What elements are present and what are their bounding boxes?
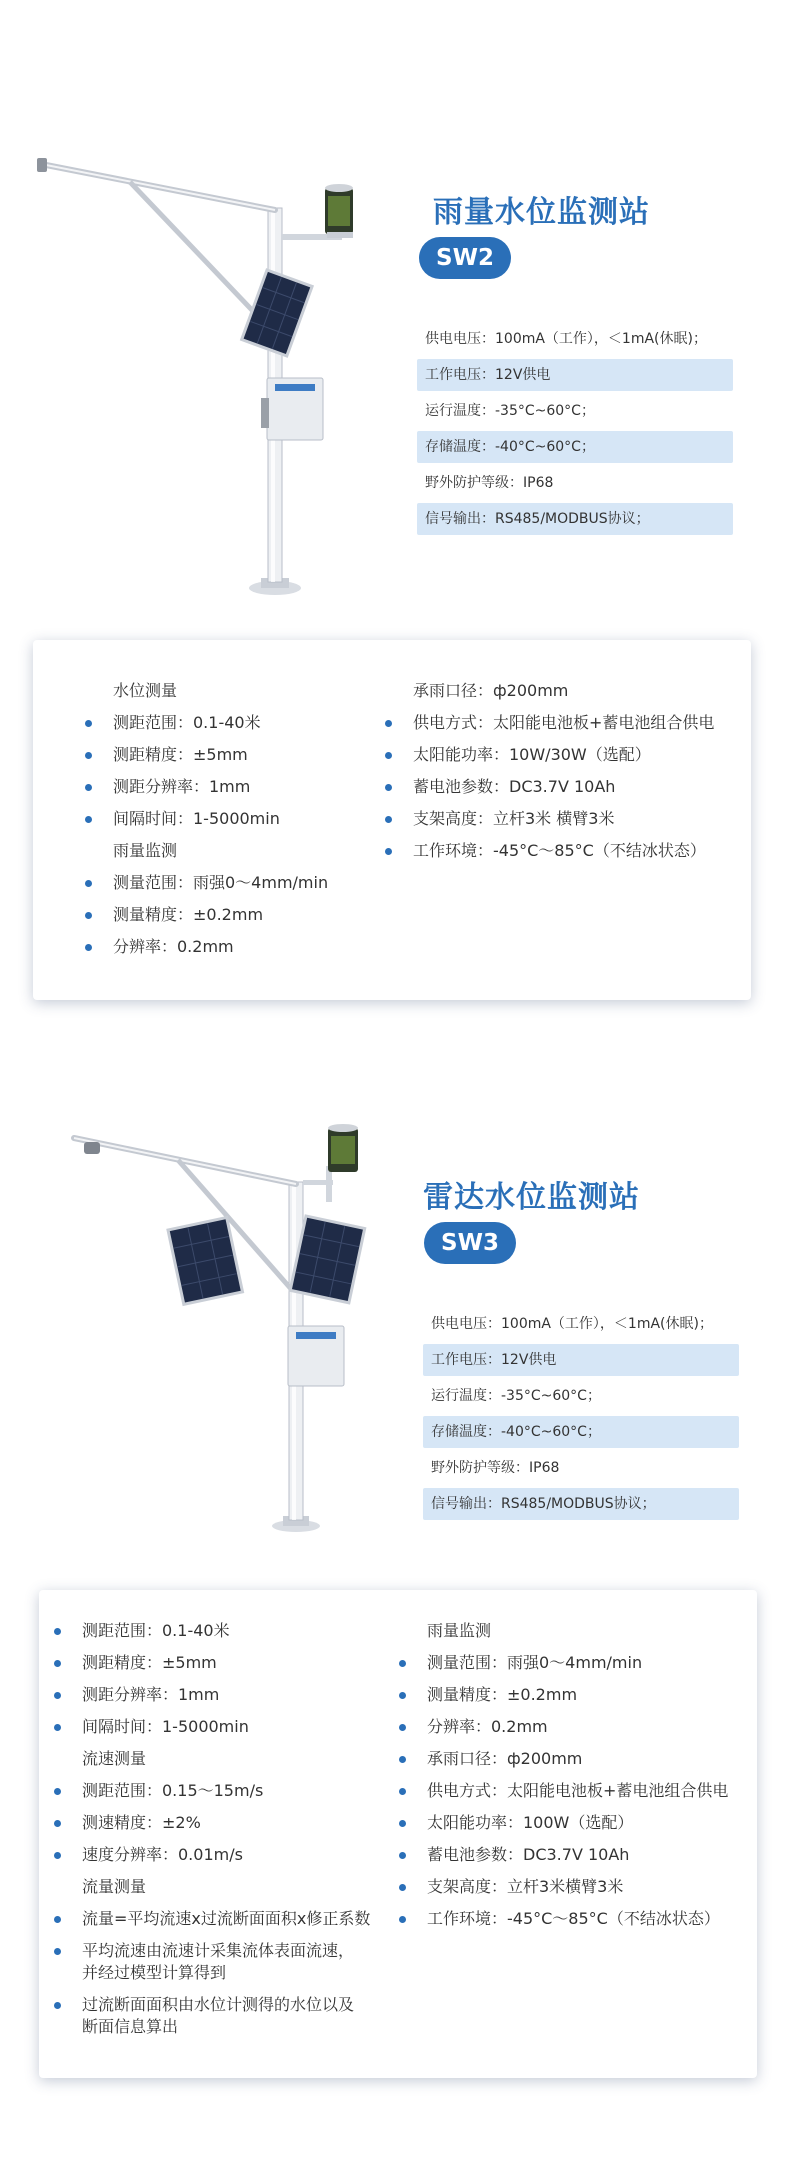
spec-signal-output: 信号输出：RS485/MODBUS协议； <box>417 503 733 535</box>
param-item: 工作环境：-45°C～85°C（不结冰状态） <box>385 840 745 862</box>
param-item: 测距精度：±5mm <box>85 744 395 766</box>
section-heading-rainfall: 雨量监测 <box>113 841 178 860</box>
param-item: 间隔时间：1-5000min <box>85 808 395 830</box>
param-item: 太阳能功率：100W（选配） <box>399 1812 755 1834</box>
spec-protection-level: 野外防护等级：IP68 <box>431 1460 560 1476</box>
param-item: 测量范围：雨强0～4mm/min <box>85 872 395 894</box>
param-item: 测距分辨率：1mm <box>54 1684 394 1706</box>
rain-water-level-station-illustration <box>35 140 355 600</box>
param-item: 平均流速由流速计采集流体表面流速， 并经过模型计算得到 <box>54 1940 394 1984</box>
param-item: 测量精度：±0.2mm <box>85 904 395 926</box>
param-item: 支架高度：立杆3米 横臂3米 <box>385 808 745 830</box>
param-item: 测距范围：0.1-40米 <box>54 1620 394 1642</box>
param-item: 分辨率：0.2mm <box>85 936 395 958</box>
param-item: 测距精度：±5mm <box>54 1652 394 1674</box>
product-section-sw3 <box>0 1010 790 2176</box>
parameter-column-left <box>85 680 395 968</box>
param-item-caliber: 承雨口径：ф200mm <box>413 681 569 700</box>
param-item: 蓄电池参数：DC3.7V 10Ah <box>385 776 745 798</box>
product-section-sw2 <box>0 0 790 1010</box>
section-heading-rainfall: 雨量监测 <box>427 1621 492 1640</box>
param-item: 蓄电池参数：DC3.7V 10Ah <box>399 1844 755 1866</box>
parameter-column-right <box>399 1620 755 1940</box>
parameter-column-left <box>54 1620 394 2048</box>
param-item: 速度分辨率：0.01m/s <box>54 1844 394 1866</box>
param-item: 支架高度：立杆3米横臂3米 <box>399 1876 755 1898</box>
product-title: 雨量水位监测站 <box>433 195 650 230</box>
section-heading-water-level: 水位测量 <box>113 681 178 700</box>
spec-protection-level: 野外防护等级：IP68 <box>425 475 554 491</box>
spec-list <box>423 1308 739 1524</box>
spec-storage-temp: 存储温度：-40°C~60°C； <box>423 1416 739 1448</box>
spec-working-voltage: 工作电压：12V供电 <box>417 359 733 391</box>
param-item: 供电方式：太阳能电池板+蓄电池组合供电 <box>385 712 745 734</box>
parameter-column-right <box>385 680 745 872</box>
radar-water-level-station-illustration <box>68 1120 398 1540</box>
param-item: 测距范围：0.1-40米 <box>85 712 395 734</box>
param-item: 过流断面面积由水位计测得的水位以及 断面信息算出 <box>54 1994 394 2038</box>
section-heading-flow-rate: 流量测量 <box>82 1877 147 1896</box>
spec-signal-output: 信号输出：RS485/MODBUS协议； <box>423 1488 739 1520</box>
parameter-card <box>33 640 751 1000</box>
param-item: 流量=平均流速x过流断面面积x修正系数 <box>54 1908 394 1930</box>
param-item: 测距分辨率：1mm <box>85 776 395 798</box>
model-badge: SW3 <box>424 1222 516 1264</box>
spec-operating-temp: 运行温度：-35°C~60°C； <box>425 403 595 419</box>
param-item: 工作环境：-45°C～85°C（不结冰状态） <box>399 1908 755 1930</box>
param-item: 测量范围：雨强0～4mm/min <box>399 1652 755 1674</box>
spec-power-current: 供电电压：100mA（工作），＜1mA(休眠)； <box>431 1316 713 1332</box>
spec-list <box>417 323 733 539</box>
param-item: 供电方式：太阳能电池板+蓄电池组合供电 <box>399 1780 755 1802</box>
param-item: 分辨率：0.2mm <box>399 1716 755 1738</box>
product-title: 雷达水位监测站 <box>423 1180 640 1215</box>
param-item: 承雨口径：ф200mm <box>399 1748 755 1770</box>
param-item: 太阳能功率：10W/30W（选配） <box>385 744 745 766</box>
section-heading-flow-velocity: 流速测量 <box>82 1749 147 1768</box>
param-item: 测量精度：±0.2mm <box>399 1684 755 1706</box>
spec-storage-temp: 存储温度：-40°C~60°C； <box>417 431 733 463</box>
spec-power-current: 供电电压：100mA（工作），＜1mA(休眠)； <box>425 331 707 347</box>
param-item: 测距范围：0.15～15m/s <box>54 1780 394 1802</box>
spec-operating-temp: 运行温度：-35°C~60°C； <box>431 1388 601 1404</box>
param-item: 间隔时间：1-5000min <box>54 1716 394 1738</box>
spec-working-voltage: 工作电压：12V供电 <box>423 1344 739 1376</box>
param-item: 测速精度：±2% <box>54 1812 394 1834</box>
parameter-card <box>39 1590 757 2078</box>
model-badge: SW2 <box>419 237 511 279</box>
